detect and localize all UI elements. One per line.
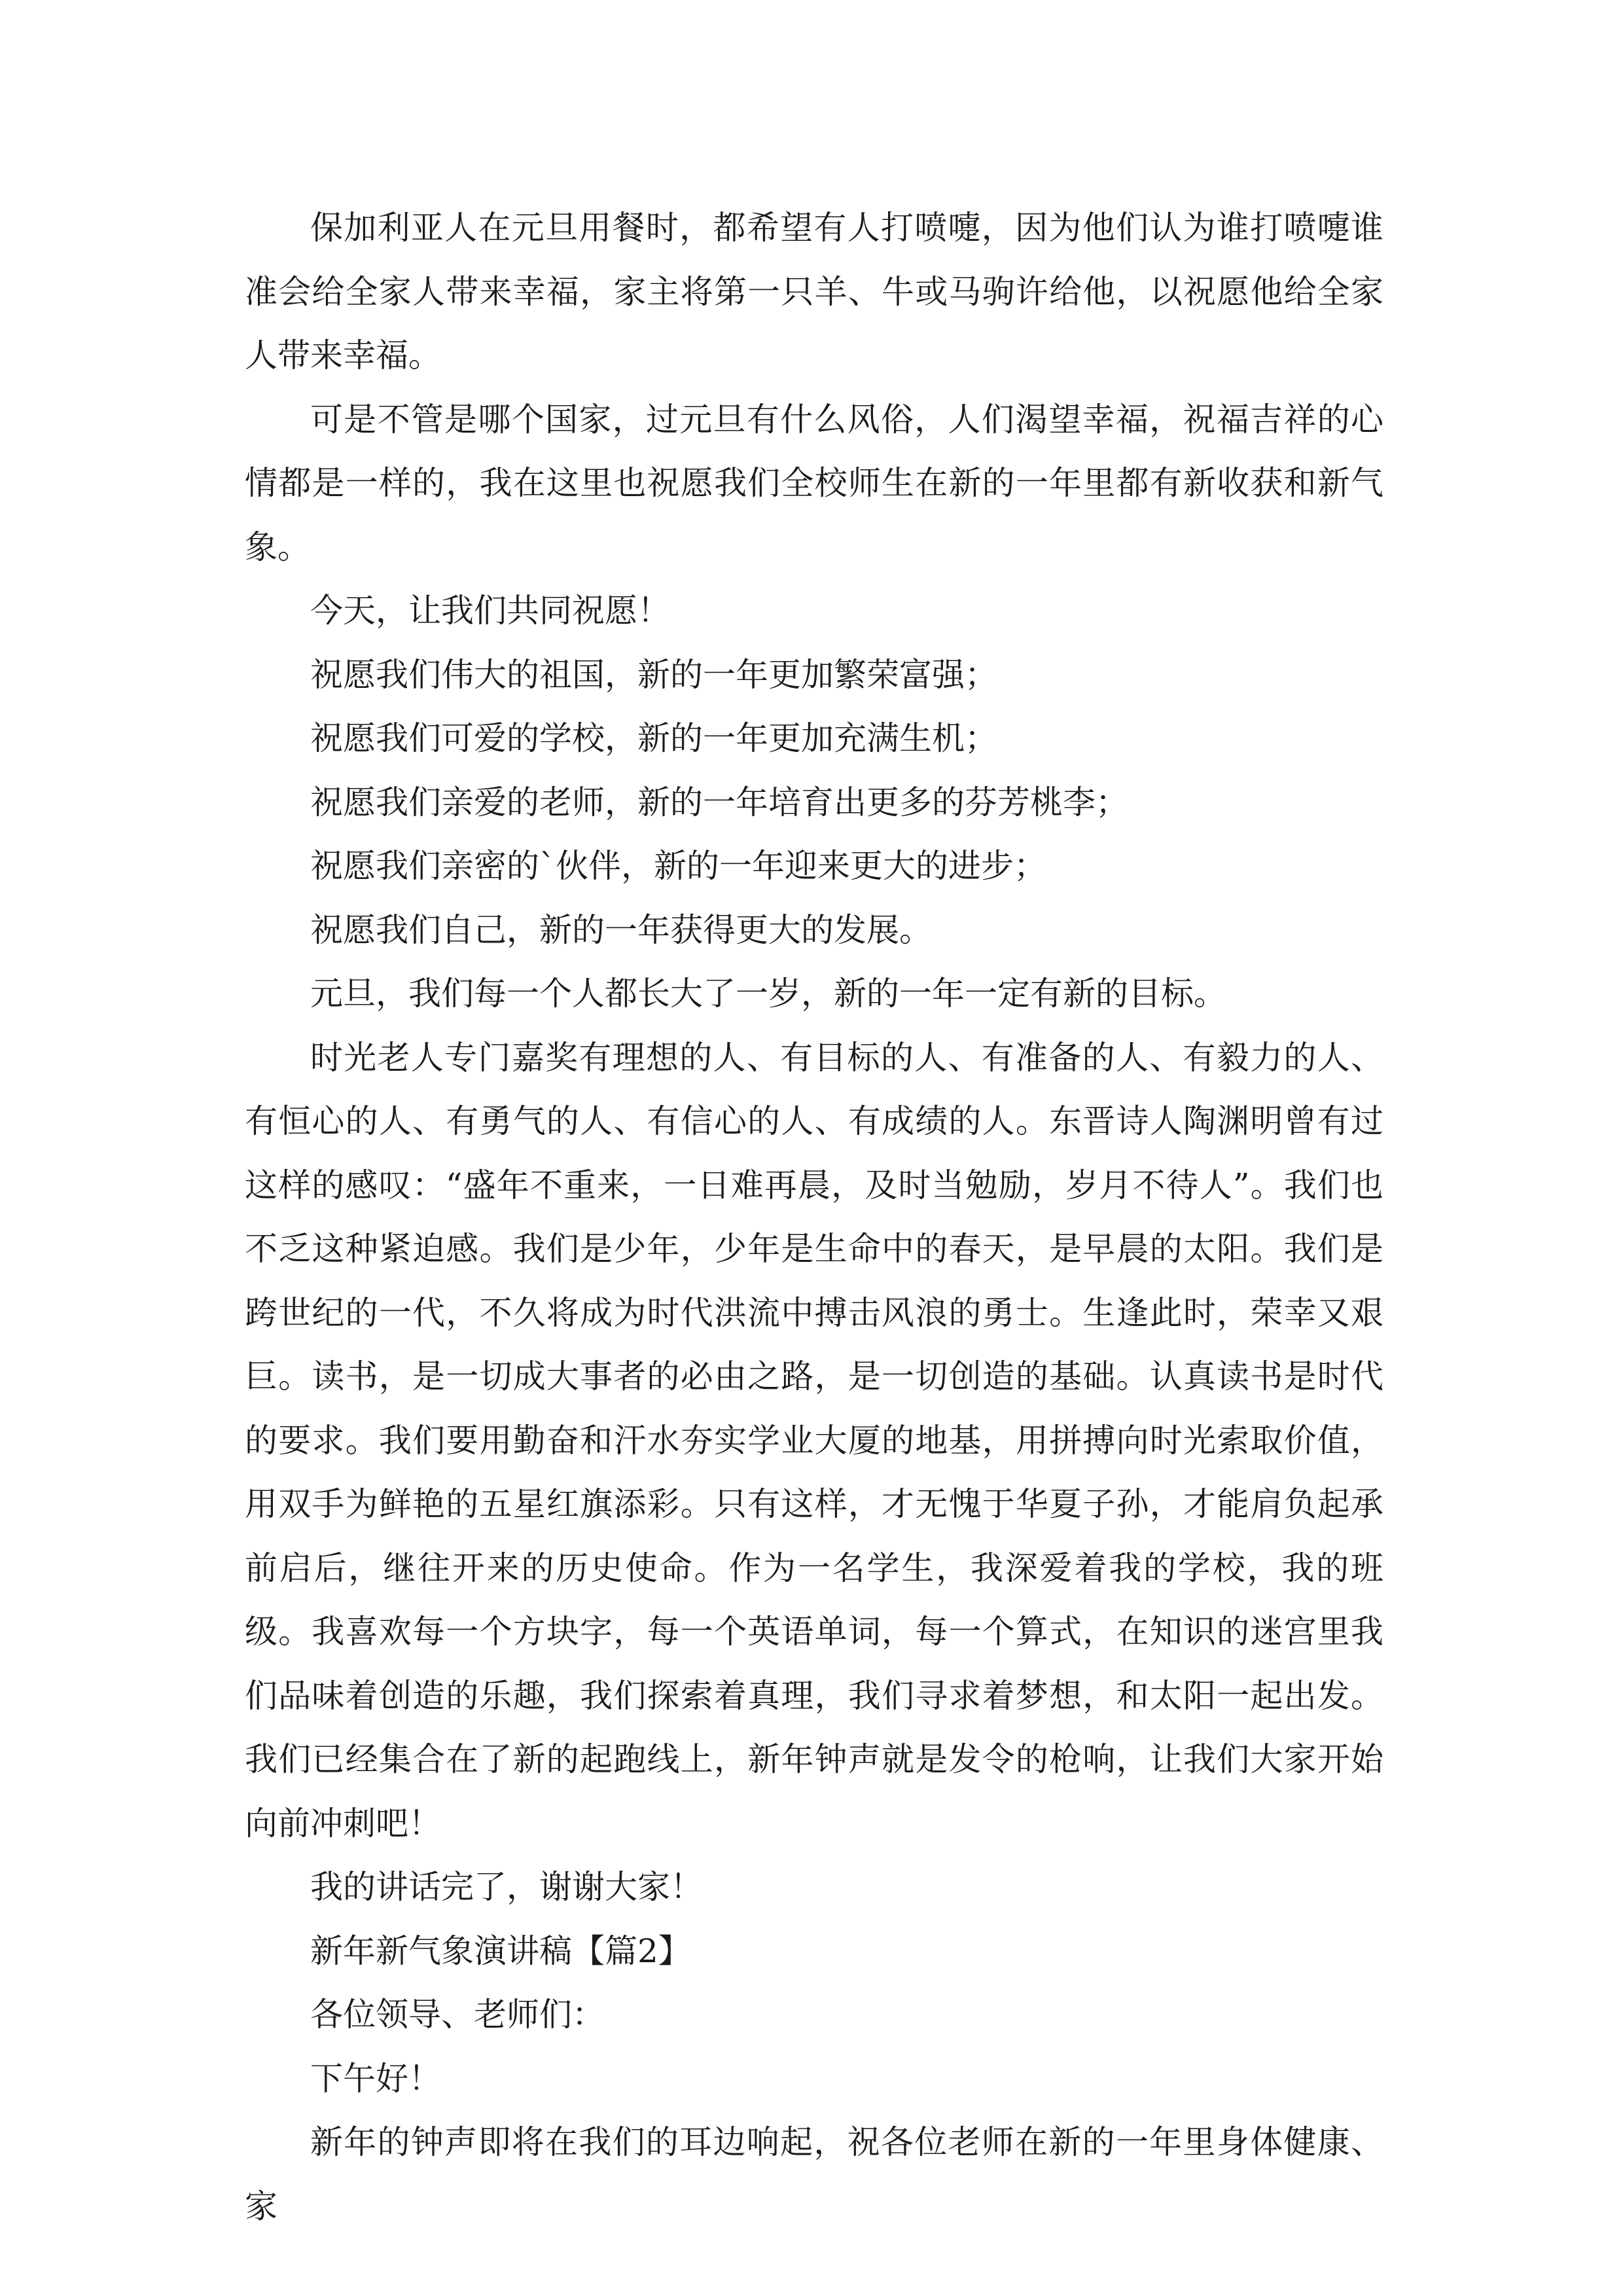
paragraph-today: 今天，让我们共同祝愿！ <box>310 592 670 630</box>
section-heading-part-2: 新年新气象演讲稿【篇2】 <box>310 1931 691 1970</box>
paragraph-wish-school: 祝愿我们可爱的学校，新的一年更加充满生机； <box>310 719 997 757</box>
paragraph-closing: 我的讲话完了，谢谢大家！ <box>310 1868 703 1906</box>
paragraph-wish-partners: 祝愿我们亲密的`伙伴，新的一年迎来更大的进步； <box>310 847 1046 885</box>
paragraph-new-year-bell: 新年的钟声即将在我们的耳边响起，祝各位老师在新的一年里身体健康、家 <box>245 2123 1383 2225</box>
paragraph-main-speech: 时光老人专门嘉奖有理想的人、有目标的人、有准备的人、有毅力的人、有恒心的人、有勇气的人、有信心的人、有成绩的人。东晋诗人陶渊明曾有过这样的感叹：“盛年不重来，一日难再晨，及时当勉励，岁月不待人”。我们也不乏这种紧迫感。我们是少年，少年是生命中的春天，是早晨的太阳。我们是跨世纪的一代，不久将成为时代洪流中搏击风浪的勇士。生逢此时，荣幸又艰巨。读书，是一切成大事者的必由之路，是一切创造的基础。认真读书是时代的要求。我们要用勤奋和汗水夯实学业大厦的地基，用拼搏向时光索取价值，用双手为鲜艳的五星红旗添彩。只有这样，才无愧于华夏子孙，才能肩负起承前启后，继往开来的历史使命。作为一名学生，我深爱着我的学校，我的班级。我喜欢每一个方块字，每一个英语单词，每一个算式，在知识的迷宫里我们品味着创造的乐趣，我们探索着真理，我们寻求着梦想，和太阳一起出发。我们已经集合在了新的起跑线上，新年钟声就是发令的枪响，让我们大家开始向前冲刺吧！ <box>245 1038 1383 1842</box>
paragraph-common-wish: 可是不管是哪个国家，过元旦有什么风俗，人们渴望幸福，祝福吉祥的心情都是一样的，我在这里也祝愿我们全校师生在新的一年里都有新收获和新气象。 <box>245 400 1383 566</box>
paragraph-new-year-goal: 元旦，我们每一个人都长大了一岁，新的一年一定有新的目标。 <box>310 975 1226 1013</box>
document-body <box>245 196 1383 2238</box>
paragraph-wish-country: 祝愿我们伟大的祖国，新的一年更加繁荣富强； <box>310 655 997 694</box>
paragraph-wish-ourselves: 祝愿我们自己，新的一年获得更大的发展。 <box>310 910 932 949</box>
paragraph-salutation: 各位领导、老师们： <box>310 1996 605 2034</box>
paragraph-bulgaria-custom: 保加利亚人在元旦用餐时，都希望有人打喷嚏，因为他们认为谁打喷嚏谁准会给全家人带来幸福，家主将第一只羊、牛或马驹许给他，以祝愿他给全家人带来幸福。 <box>245 209 1383 374</box>
paragraph-greeting: 下午好！ <box>310 2059 441 2098</box>
paragraph-wish-teachers: 祝愿我们亲爱的老师，新的一年培育出更多的芬芳桃李； <box>310 783 1128 821</box>
